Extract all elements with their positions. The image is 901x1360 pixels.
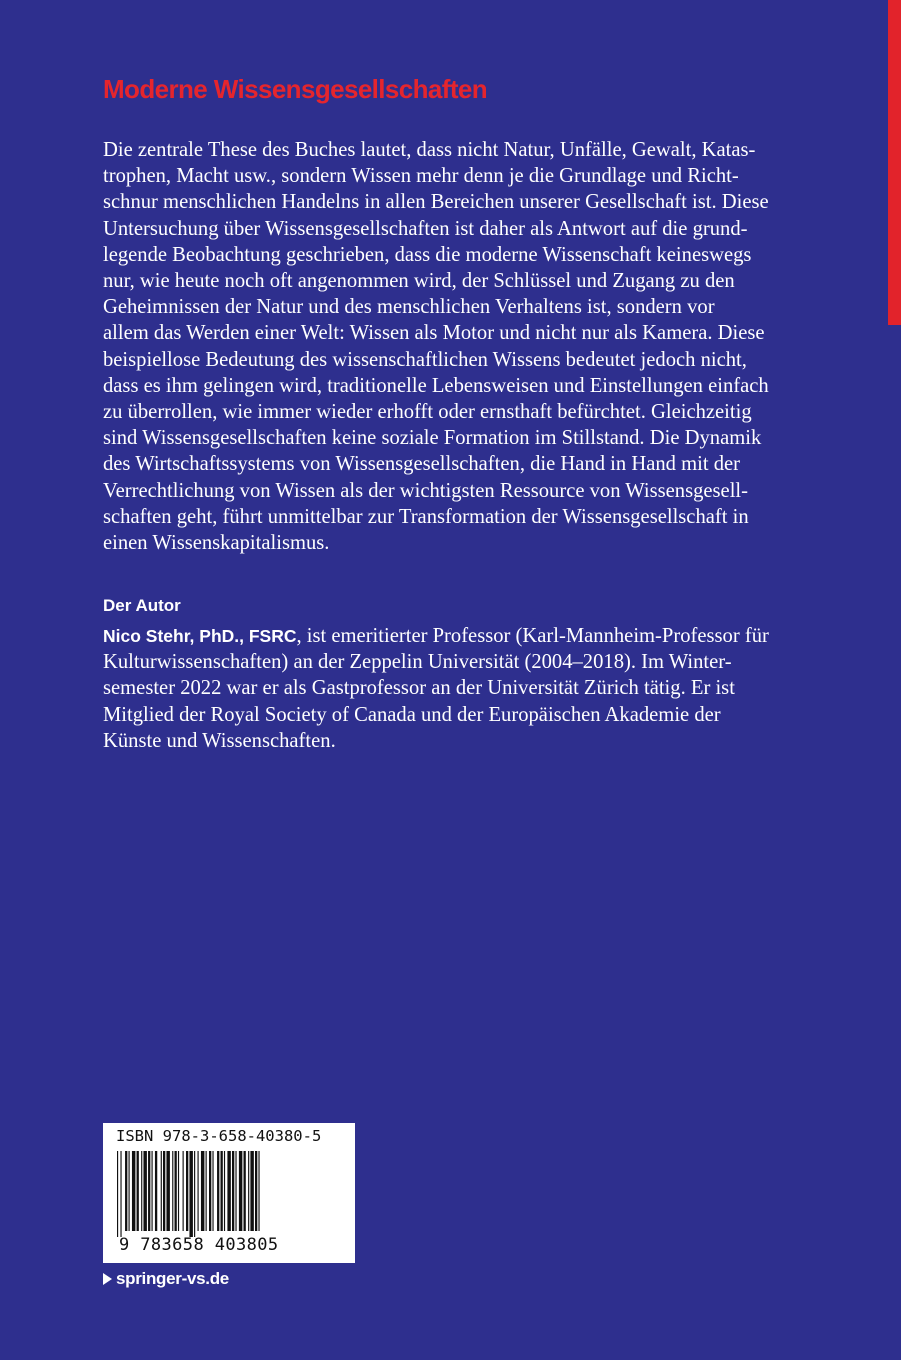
blurb-line: schnur menschlichen Handelns in allen Bereichen unserer Gesellschaft ist. Diese [103, 191, 769, 214]
book-title: Moderne Wissensgesellschaften [103, 74, 488, 104]
author-name: Nico Stehr, PhD., FSRC [103, 626, 297, 646]
triangle-right-icon [103, 1273, 112, 1285]
blurb-line: legende Beobachtung geschrieben, dass die moderne Wissenschaft keineswegs [103, 243, 752, 266]
author-bio-first-line [103, 623, 800, 649]
blurb-line: sind Wissensgesellschaften keine soziale Formation im Stillstand. Die Dynamik [103, 427, 762, 450]
blurb-line: nur, wie heute noch oft angenommen wird, der Schlüssel und Zugang zu den [103, 270, 735, 293]
barcode-digits: 9 783658 403805 [119, 1235, 279, 1255]
author-bio-line: semester 2022 war er als Gastprofessor an der Universität Zürich tätig. Er ist [103, 677, 735, 700]
blurb-line: einen Wissenskapitalismus. [103, 532, 330, 555]
blurb-line: schaften geht, führt unmittelbar zur Transformation der Wissensgesellschaft in [103, 505, 749, 528]
blurb-line: des Wirtschaftssystems von Wissensgesellschaften, die Hand in Hand mit der [103, 453, 741, 476]
isbn-barcode [103, 1123, 355, 1263]
blurb-line: zu überrollen, wie immer wieder erhofft oder ernsthaft befürchtet. Gleichzeitig [103, 401, 752, 424]
blurb-line: Die zentrale These des Buches lautet, dass nicht Natur, Unfälle, Gewalt, Katas- [103, 139, 756, 161]
author-bio-line: Künste und Wissenschaften. [103, 729, 336, 752]
blurb-line: allem das Werden einer Welt: Wissen als Motor und nicht nur als Kamera. Diese [103, 322, 765, 345]
author-bio-line: Mitglied der Royal Society of Canada und der Europäischen Akademie der [103, 703, 721, 726]
author-bio-line: Kulturwissenschaften) an der Zeppelin Universität (2004–2018). Im Winter- [103, 651, 732, 674]
blurb-line: Verrechtlichung von Wissen als der wichtigsten Ressource von Wissensgesell- [103, 479, 749, 502]
author-bio-line: , ist emeritierter Professor (Karl-Mannheim-Professor für [296, 625, 769, 647]
blurb-text [103, 137, 800, 556]
website-label: springer-vs.de [116, 1269, 229, 1288]
author-bio [103, 623, 800, 754]
blurb-line: beispiellose Bedeutung des wissenschaftlichen Wissens bedeutet jedoch nicht, [103, 348, 747, 371]
author-heading: Der Autor [103, 596, 181, 615]
blurb-line: Geheimnissen der Natur und des menschlichen Verhaltens ist, sondern vor [103, 296, 715, 319]
blurb-line: dass es ihm gelingen wird, traditionelle Lebensweisen und Einstellungen einfach [103, 374, 769, 397]
website-link[interactable] [103, 1268, 229, 1290]
blurb-line: Untersuchung über Wissensgesellschaften ist daher als Antwort auf die grund- [103, 217, 748, 240]
isbn-label: ISBN 978-3-658-40380-5 [116, 1127, 322, 1145]
red-spine-edge [888, 0, 901, 325]
blurb-line: trophen, Macht usw., sondern Wissen mehr denn je die Grundlage und Richt- [103, 165, 739, 188]
